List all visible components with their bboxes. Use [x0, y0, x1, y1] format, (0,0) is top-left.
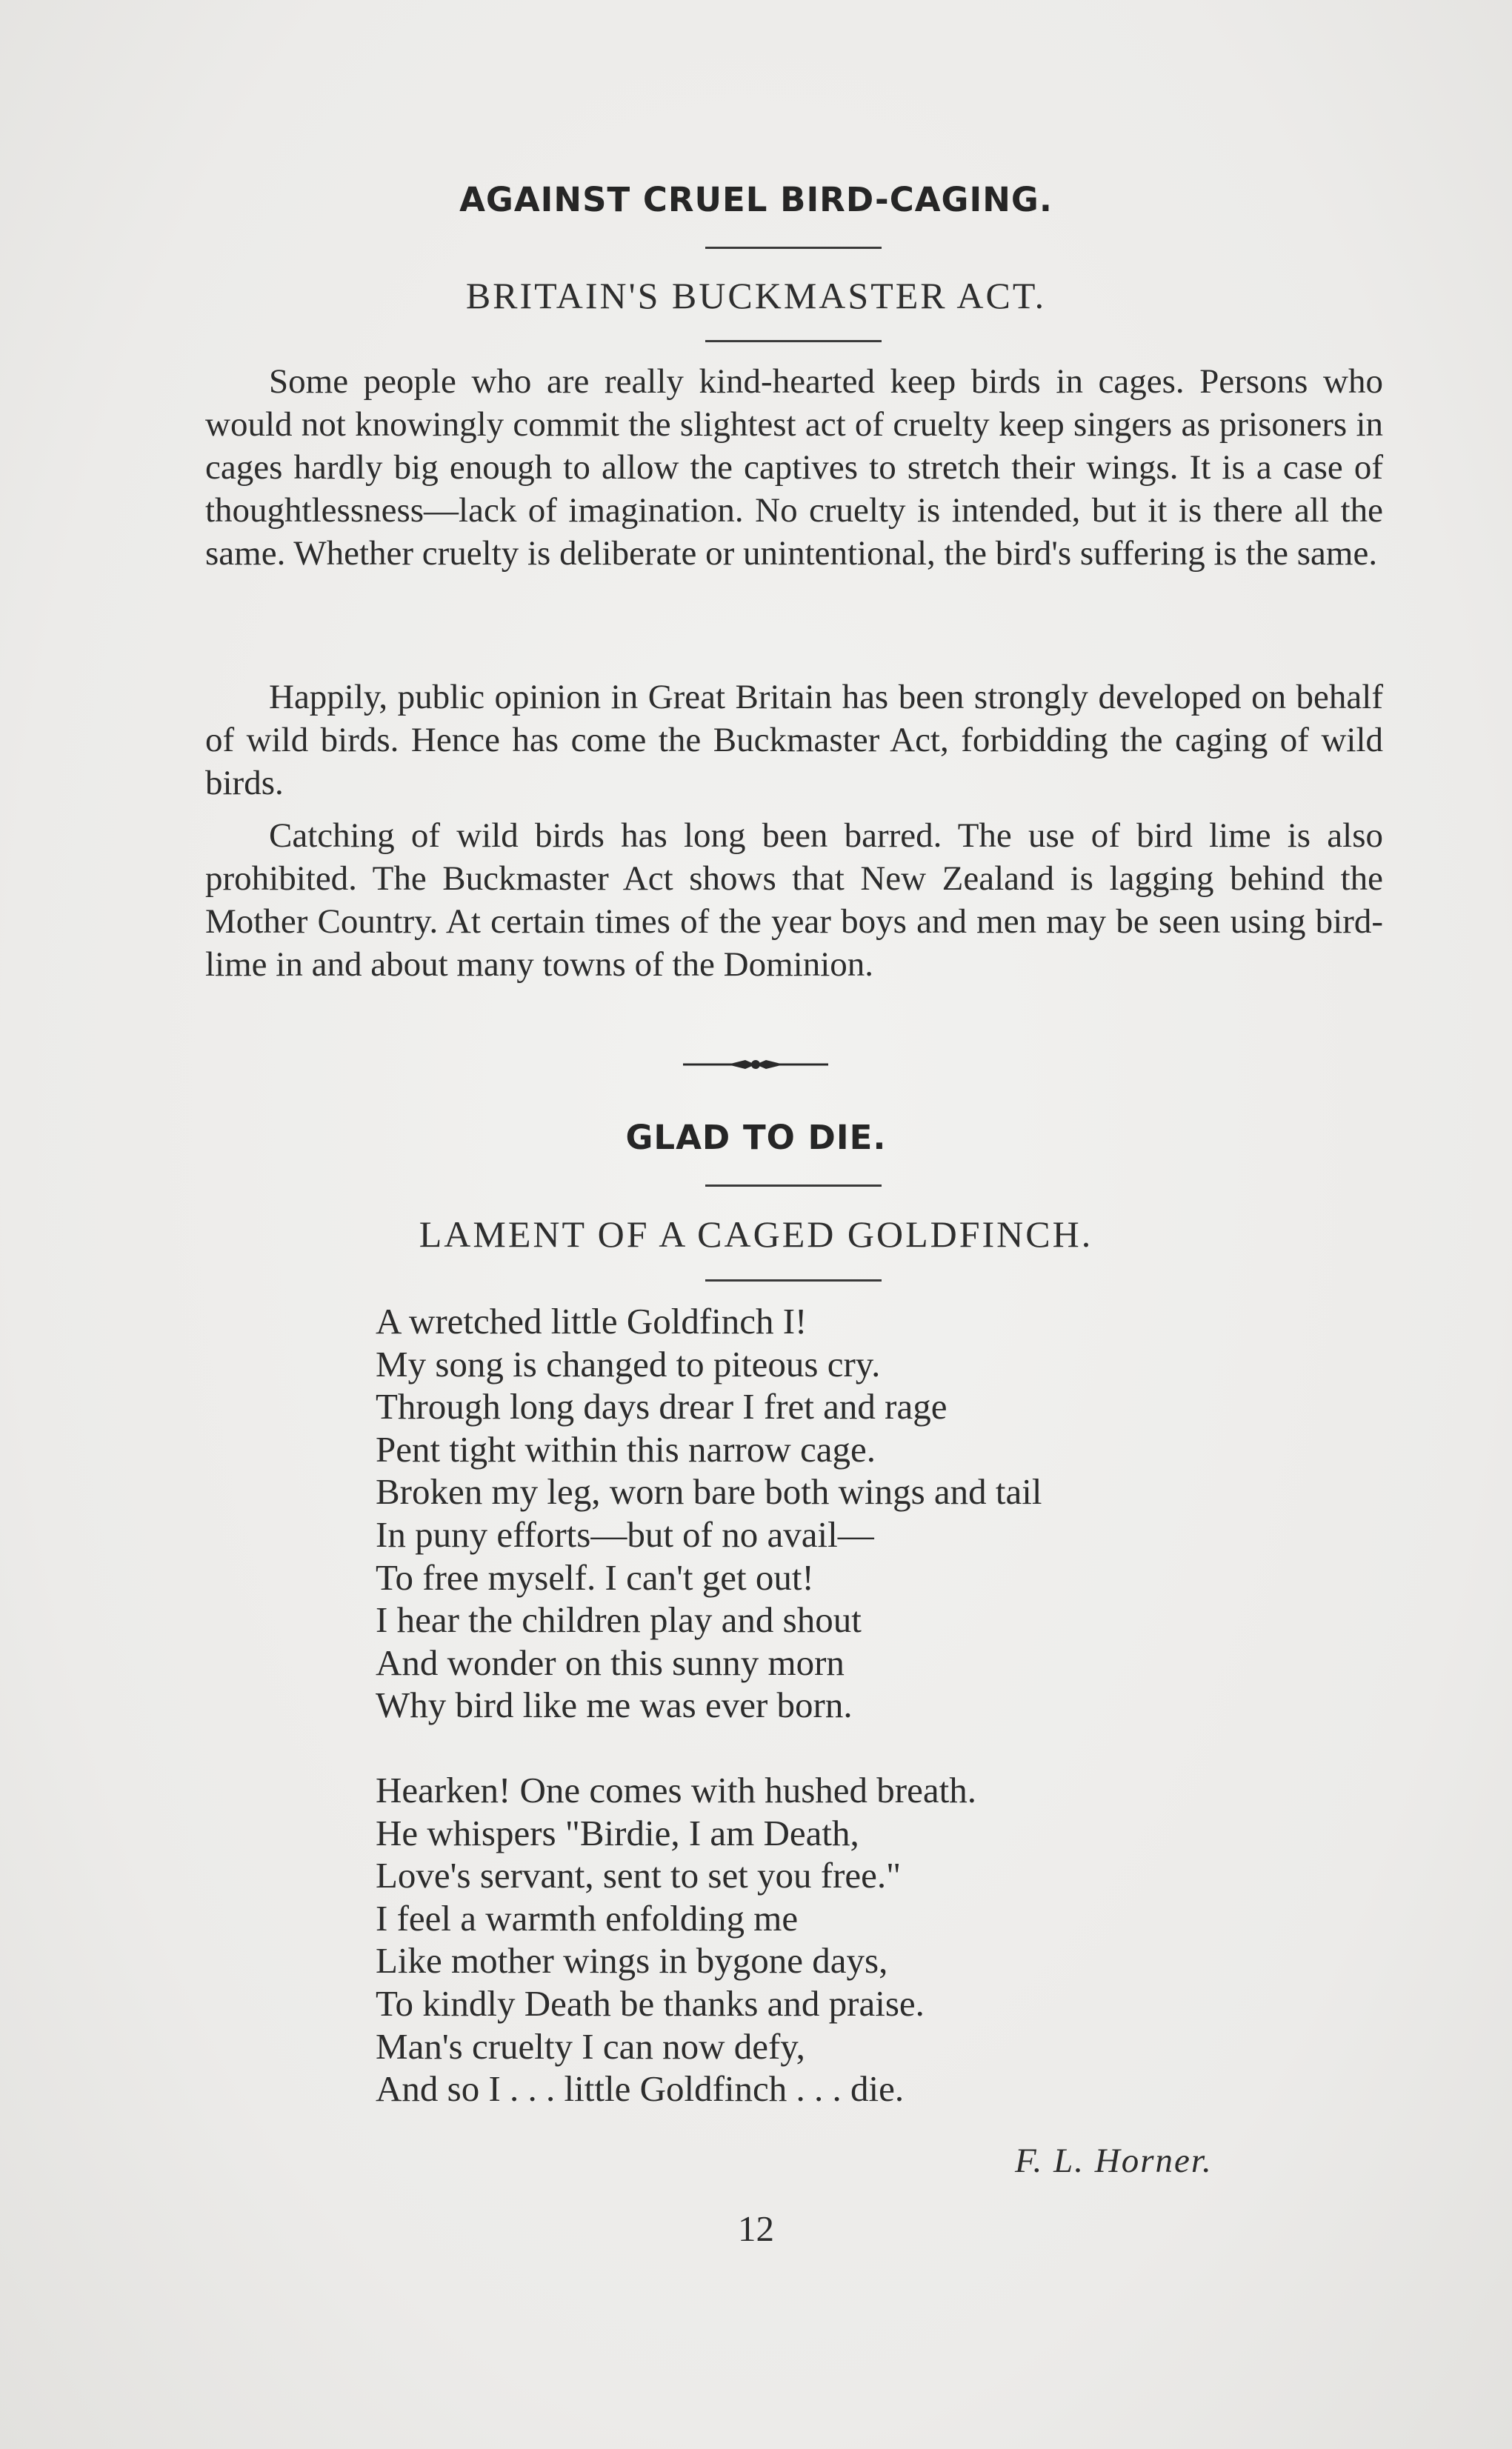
poem-line: In puny efforts—but of no avail— — [376, 1513, 874, 1555]
poem-subtitle: LAMENT OF A CAGED GOLDFINCH. — [419, 1213, 1093, 1255]
poem-line: He whispers "Birdie, I am Death, — [376, 1812, 859, 1853]
poem-line: Hearken! One comes with hushed breath. — [376, 1770, 976, 1810]
poem-subtitle-divider — [705, 1279, 882, 1282]
poem-line: And so I . . . little Goldfinch . . . die. — [376, 2068, 905, 2110]
poem-title: GLAD TO DIE. — [625, 1118, 887, 1157]
poem-line: Love's servant, sent to set you free." — [376, 1855, 902, 1896]
page-number: 12 — [738, 2208, 774, 2249]
poem-line: Like mother wings in bygone days, — [376, 1940, 888, 1982]
poem-line: To kindly Death be thanks and praise. — [376, 1982, 925, 2024]
poem-line: Man's cruelty I can now defy, — [376, 2025, 805, 2067]
poem-line: To free myself. I can't get out! — [376, 1556, 814, 1598]
poem-author: F. L. Horner. — [1015, 2142, 1213, 2180]
paragraph: Catching of wild birds has long been barred. The use of bird lime is also prohibited. The Buckmaster Act shows that New Zealand is lagging behind the Mother Country. At certain times of the year boys and men may be seen using bird-lime in and about many towns of the Dominion. — [205, 816, 1383, 984]
poem-line: Why bird like me was ever born. — [376, 1685, 853, 1726]
poem-line: I hear the children play and shout — [376, 1599, 862, 1641]
paragraph: Some people who are really kind-hearted keep birds in cages. Persons who would not knowingly commit the slightest act of cruelty keep singers as prisoners in cages hardly big enough to allow the captives to stretch their wings. It is a case of thoughtlessness—lack of imagination. No cruelty is intended, but it is there all the same. Whether cruelty is deliberate or unintentional, the bird's suffering is the same. — [205, 362, 1383, 573]
poem-line: Pent tight within this narrow cage. — [376, 1428, 876, 1470]
title-divider — [705, 247, 882, 249]
article-title: AGAINST CRUEL BIRD-CAGING. — [459, 180, 1053, 219]
poem-line: Through long days drear I fret and rage — [376, 1386, 948, 1427]
ornament-divider — [683, 1053, 828, 1076]
poem-stanza-2 — [376, 1769, 976, 2110]
paragraph: Happily, public opinion in Great Britain has been strongly developed on behalf of wild birds. Hence has come the Buckmaster Act, forbidding the caging of wild birds. — [205, 678, 1383, 802]
poem-line: I feel a warmth enfolding me — [376, 1897, 799, 1939]
poem-line: My song is changed to piteous cry. — [376, 1343, 881, 1385]
poem-line: A wretched little Goldfinch I! — [376, 1301, 807, 1342]
poem-line: And wonder on this sunny morn — [376, 1642, 845, 1683]
poem-title-divider — [705, 1184, 882, 1187]
article-subtitle: BRITAIN'S BUCKMASTER ACT. — [465, 275, 1047, 316]
poem-line: Broken my leg, worn bare both wings and tail — [376, 1471, 1042, 1513]
subtitle-divider — [705, 340, 882, 342]
poem-stanza-1 — [376, 1300, 1042, 1727]
